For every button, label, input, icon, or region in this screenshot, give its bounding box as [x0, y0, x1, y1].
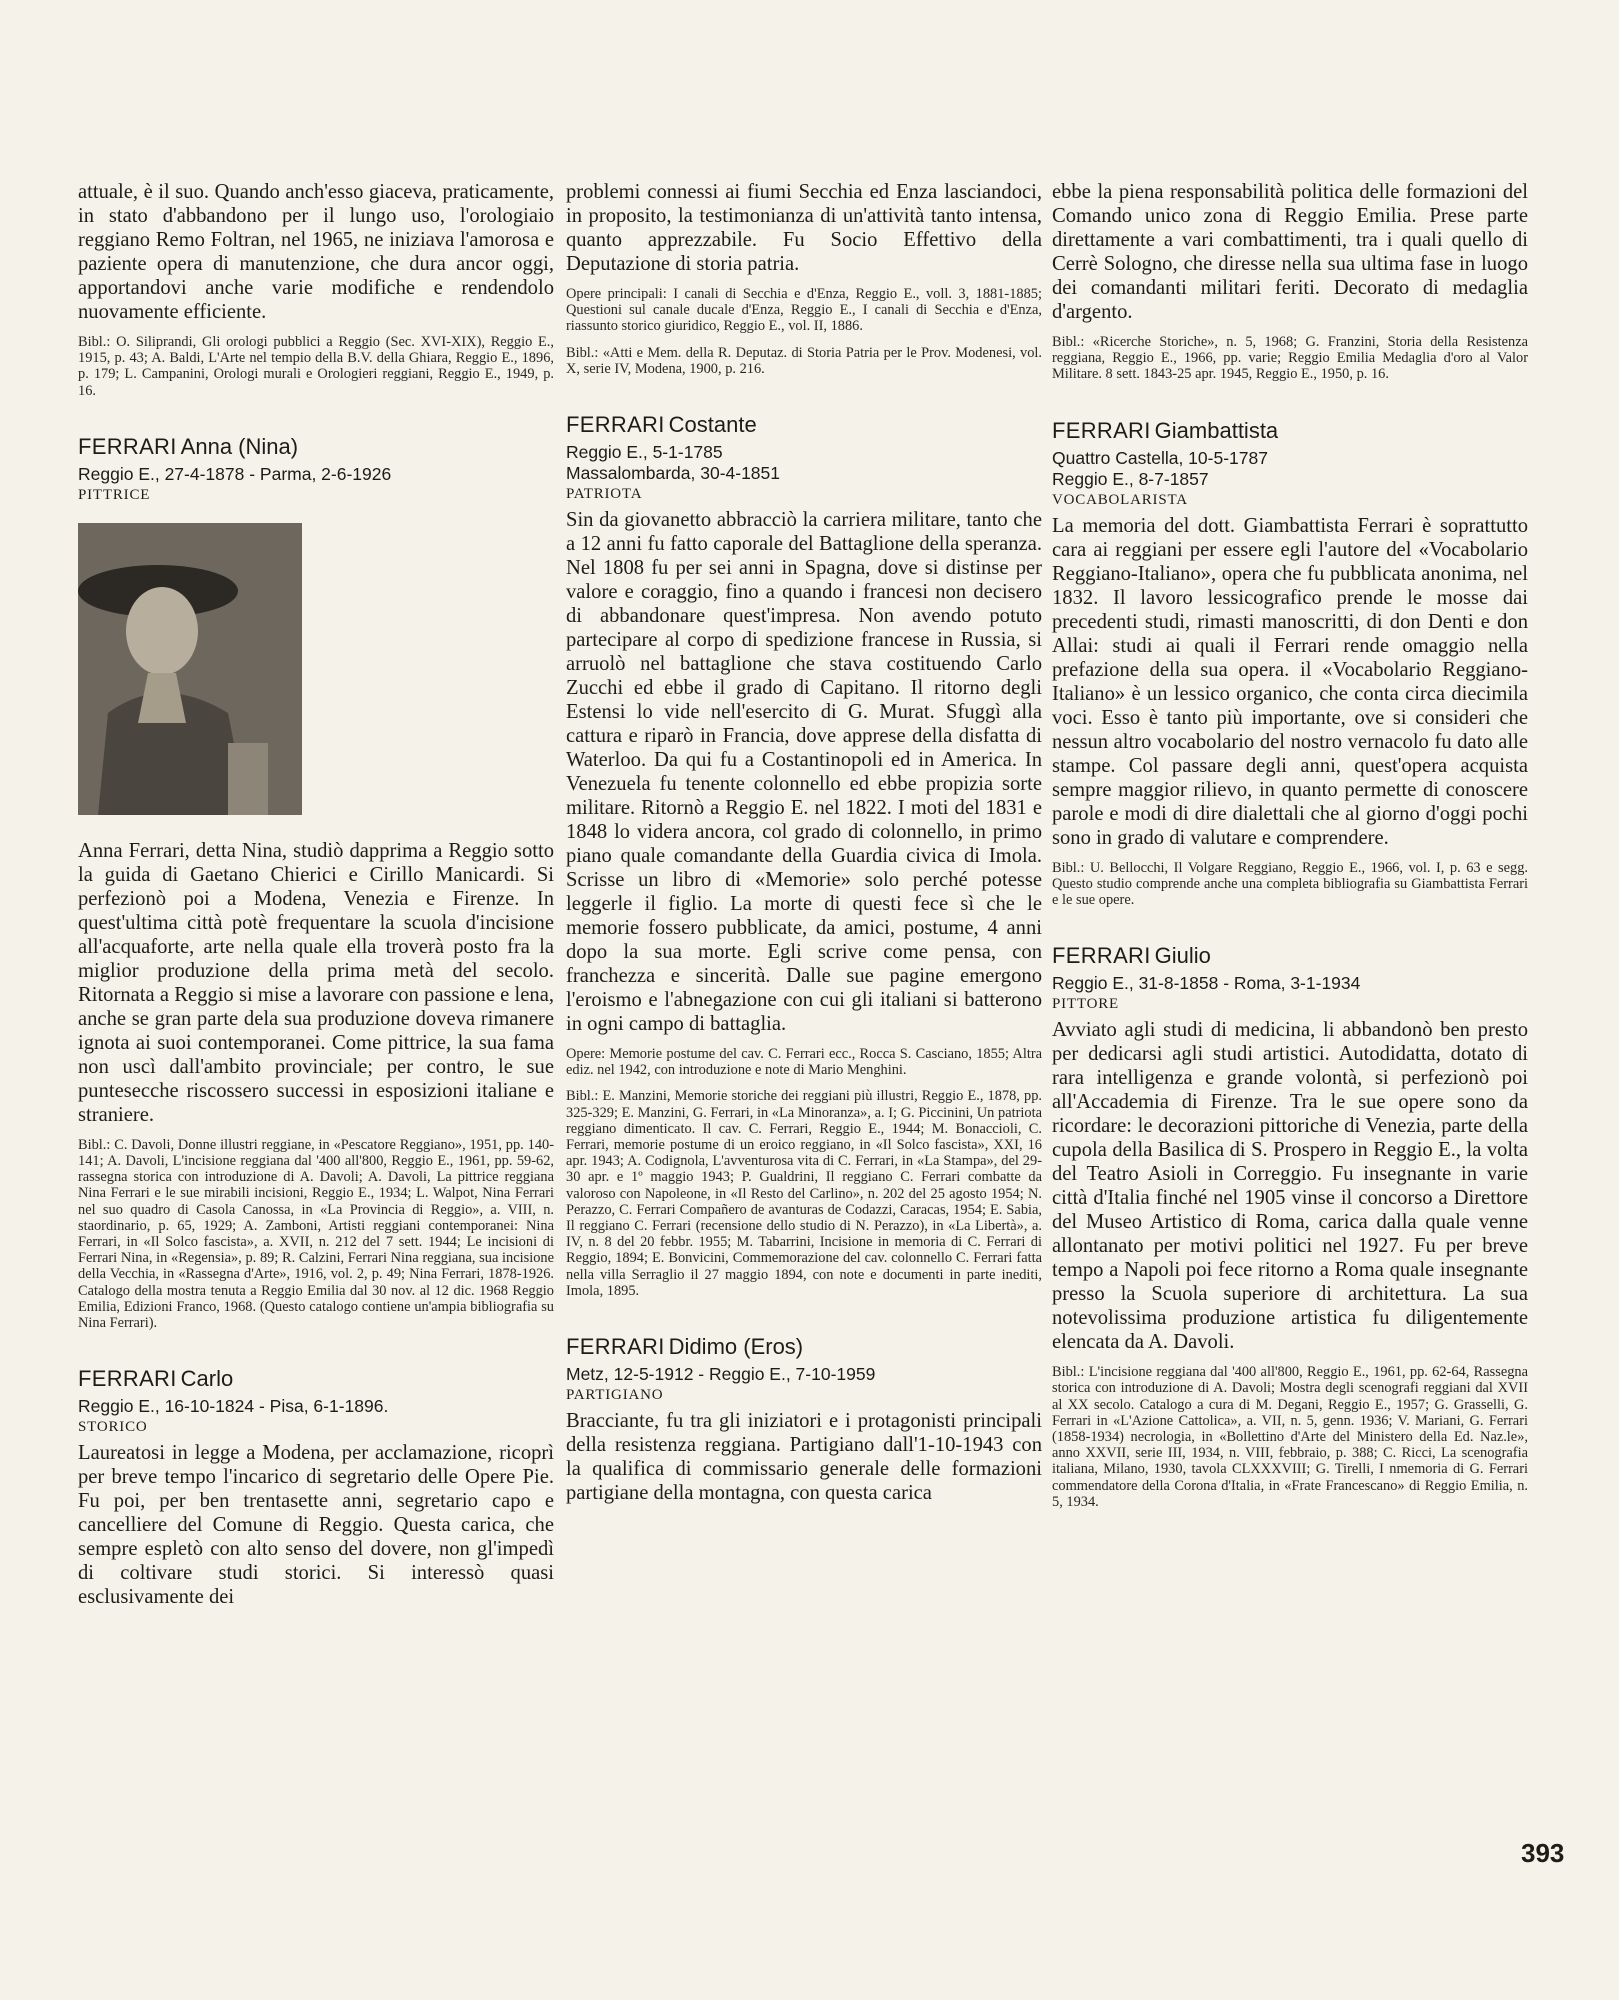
continued-text: ebbe la piena responsabilità politica delle formazioni del Comando unico zona di Reggio Emilia. Prese parte direttamente a vari combattimenti, tra i quali quello di Cerrè Sologno, che diresse nella sua ultima fase in luogo dei comandanti militari feriti. Decorato di medaglia d'argento.	[1052, 181, 1528, 323]
bibliography: Bibl.: «Atti e Mem. della R. Deputaz. di Storia Patria per le Prov. Modenesi, vol. X, serie IV, Modena, 1900, p. 216.	[566, 344, 1042, 377]
bibliography: Bibl.: U. Bellocchi, Il Volgare Reggiano, Reggio E., 1966, vol. I, p. 63 e segg. Questo studio comprende anche una completa bibliografia su Giambattista Ferrari e le sue opere.	[1052, 859, 1528, 909]
entry-text: Sin da giovanetto abbracciò la carriera militare, tanto che a 12 anni fu fatto caporale del Battaglione della speranza. Nel 1808 fu per sei anni in Spagna, dove si distinse per valore e coraggio, fino a quando i francesi non decisero di abbandonare quest'impresa. Non avendo potuto partecipare al corpo di spedizione francese in Russia, si arruolò nel battaglione che stava costituendo Carlo Zucchi ed ebbe il grado di Capitano. Il ritorno degli Estensi lo vide nell'esercito di G. Murat. Sfuggì alla cattura e riparò in Francia, dove apprese della disfatta di Waterloo. Da qui fu a Costantinopoli ed in America. In Venezuela fu tenente colonnello ed ebbe propizia sorte militare. Ritornò a Reggio E. nel 1822. I moti del 1831 e 1848 lo videra ancora, col grado di colonnello, in primo piano quale comandante della Guardia civica di Imola. Scrisse un libro di «Memorie» solo perché potesse leggerle il figlio. La morte di questi fece sì che le memorie fossero pubblicate, da amici, postume, 4 anni dopo la sua morte. Egli scrive come pensa, con franchezza e sincerità. Dalle sue pagine emergono l'eroismo e l'abnegazione con cui gli italiani si batterono in ogni campo di battaglia.	[566, 509, 1042, 1036]
entry-surname: FERRARI	[1052, 943, 1151, 969]
bibliography: Bibl.: C. Davoli, Donne illustri reggiane, in «Pescatore Reggiano», 1951, pp. 140-141; A. Davoli, L'incisione reggiana dal '400 all'800, Reggio E., 1961, pp. 59-62, rassegna storica con introduzione di A. Davoli; A. Davoli, La pittrice reggiana Nina Ferrari e le sue mirabili incisioni, Reggio E., 1934; L. Walpot, Nina Ferrari nel suo quadro di Casola Canossa, in «La Provincia di Reggio», a. VIII, n. staordinario, p. 65, 1929; A. Zamboni, Artisti reggiani contemporanei: Nina Ferrari, in «Il Solco fascista», a. XVII, n. 212 del 7 sett. 1944; Le incisioni di Ferrari Nina, in «Regensia», p. 89; R. Calzini, Ferrari Nina reggiana, sua incisione della Vecchia, in «Rassegna d'Arte», 1916, vol. 2, p. 49; Nina Ferrari, 1878-1926. Catalogo della mostra tenuta a Reggio Emilia dal 30 nov. al 12 dic. 1968 Reggio Emilia, Edizioni Franco, 1968. (Questo catalogo contiene un'ampia bibliografia su Nina Ferrari).	[78, 1136, 554, 1332]
continued-text: problemi connessi ai fiumi Secchia ed Enza lasciandoci, in proposito, la testimonianza di un'attività tanto intensa, quanto apprezzabile. Fu Socio Effettivo della Deputazione di storia patria.	[566, 181, 1042, 275]
bibliography: Bibl.: «Ricerche Storiche», n. 5, 1968; G. Franzini, Storia della Resistenza reggiana, Reggio E., 1966, pp. varie; Reggio Emilia Medaglia d'oro al Valor Militare. 8 sett. 1843-25 apr. 1945, Reggio E., 1950, p. 16.	[1052, 334, 1528, 383]
entry-dates-birth: Quattro Castella, 10-5-1787	[1052, 447, 1268, 468]
entry-dates: Reggio E., 27-4-1878 - Parma, 2-6-1926	[78, 463, 392, 484]
entry-ferrari-didimo	[566, 1333, 1042, 1505]
entry-title	[78, 433, 554, 464]
entry-role: STORICO	[78, 1419, 148, 1436]
entry-title	[566, 411, 1042, 442]
entry-surname: FERRARI	[566, 1334, 665, 1360]
entry-text: La memoria del dott. Giambattista Ferrari è soprattutto cara ai reggiani per essere egli l'autore del «Vocabolario Reggiano-Italiano», opera che fu pubblicata anonima, nel 1832. Il lavoro lessicografico prende le mosse dai precedenti studi, rimasti manoscritti, di don Denti e don Allai: studi ai quali il Ferrari rende omaggio nella prefazione della sua opera. il «Vocabolario Reggiano-Italiano» è un lessico organico, che conta circa diecimila voci. Esso è tanto più importante, ove si consideri che nessun altro vocabolario del nostro vernacolo fu dato alle stampe. Col passare degli anni, quest'opera acquista sempre maggior rilievo, in quanto permette di conoscere parole e modi di dire dialettali che al giorno d'oggi pochi sono in grado di valutare e comprendere.	[1052, 514, 1528, 849]
bibliography: Bibl.: E. Manzini, Memorie storiche dei reggiani più illustri, Reggio E., 1878, pp. 325-329; E. Manzini, G. Ferrari, in «La Minoranza», a. I; G. Piccinini, Un patriota reggiano dimenticato. Il cav. C. Ferrari, Reggio E., 1944; M. Bonaccioli, C. Ferrari, memorie postume di un eroico reggiano, in «Il Solco fascista», XXI, 16 apr. 1943; A. Codignola, L'avventurosa vita di C. Ferrari, in «La Stampa», del 29-30 apr. e 1º maggio 1943; P. Gualdrini, Il reggiano C. Ferrari combatte da valoroso con Napoleone, in «Il Resto del Carlino», n. 202 del 25 agosto 1954; N. Perazzo, C. Ferrari Compañero de avanturas de Codazzi, Caracas, 1954; E. Sabia, Il reggiano C. Ferrari (recensione dello studio di N. Perazzo), in «La Libertà», a. IV, n. 8 del 20 febbr. 1955; M. Tabarrini, Incisione in memoria di C. Ferrari di Reggio, 1894; E. Bonvicini, Commemorazione del cav. colonnello C. Ferrari fatta nella villa Serraglio il 27 maggio 1894, con note e documenti in parte inediti, Imola, 1895.	[566, 1088, 1042, 1299]
entry-dates: Reggio E., 31-8-1858 - Roma, 3-1-1934	[1052, 973, 1361, 994]
entry-role: PARTIGIANO	[566, 1387, 664, 1404]
page-number: 393	[1521, 1838, 1565, 1868]
entry-given-name: Costante	[668, 412, 757, 438]
entry-title	[566, 1333, 1042, 1364]
entry-given-name: Giulio	[1154, 943, 1211, 969]
entry-surname: FERRARI	[566, 412, 665, 438]
entry-given-name: Carlo	[180, 1366, 234, 1392]
entry-text: Laureatosi in legge a Modena, per acclamazione, ricoprì per breve tempo l'incarico di segretario delle Opere Pie. Fu poi, per ben trentasette anni, segretario capo e cancelliere del Comune di Reggio. Questa carica, che sempre espletò con alto senso del dovere, non gl'impedì di coltivare studi storici. Si interessò quasi esclusivamente dei	[78, 1442, 554, 1609]
entry-text: Anna Ferrari, detta Nina, studiò dapprima a Reggio sotto la guida di Gaetano Chierici e Cirillo Manicardi. Si perfezionò poi a Modena, Venezia e Firenze. In quest'ultima città potè frequentare la scuola d'incisione all'acquaforte, arte nella quale ella troverà posto fra la miglior produzione della prima metà del secolo. Ritornata a Reggio si mise a lavorare con passione e lena, anche se gran parte dela sua produzione doveva rimanere ignota ai suoi contemporanei. Come pittrice, la sua fama non uscì dall'ambito provinciale; per contro, le sue puntesecche riscossero successi in esposizioni italiane e straniere.	[78, 839, 554, 1126]
entry-ferrari-giulio	[1052, 942, 1528, 1510]
entry-ferrari-carlo	[78, 1365, 554, 1609]
portrait-figure	[78, 523, 302, 815]
entry-dates: Reggio E., 16-10-1824 - Pisa, 6-1-1896.	[78, 1396, 389, 1417]
works-list: Opere principali: I canali di Secchia e d'Enza, Reggio E., voll. 3, 1881-1885; Questioni sul canale ducale d'Enza, Reggio E., I canali di Secchia e d'Enza, riassunto storico giuridico, Reggio E., vol. II, 1886.	[566, 286, 1042, 335]
entry-surname: FERRARI	[1052, 417, 1151, 443]
column-1	[78, 180, 554, 1609]
entry-given-name: Giambattista	[1154, 417, 1279, 443]
entry-given-name: Didimo (Eros)	[668, 1334, 804, 1360]
entry-text: Avviato agli studi di medicina, li abbandonò ben presto per dedicarsi agli studi artistici. Autodidatta, dotato di rara intelligenza e grande volontà, si perfezionò poi all'Accademia di Firenze. Tra le sue opere sono da ricordare: le decorazioni pittoriche di Venezia, parte della cupola della Basilica di S. Prospero in Reggio E., la volta del Teatro Asioli in Correggio. Fu insegnante in varie città d'Italia finché nel 1905 vinse il concorso a Direttore del Museo Artistico di Roma, carica dalla quale venne allontanato per motivi politici nel 1927. Fu per breve tempo a Napoli poi fece ritorno a Roma quale insegnante presso la Scuola superiore di architettura. La sua notevolissima produzione artistica fu diligentemente elencata da A. Davoli.	[1052, 1019, 1528, 1354]
entry-role: PITTORE	[1052, 996, 1119, 1013]
works-list: Opere: Memorie postume del cav. C. Ferrari ecc., Rocca S. Casciano, 1855; Altra ediz. nel 1942, con introduzione e note di Mario Menghini.	[566, 1046, 1042, 1079]
entry-title	[78, 1365, 554, 1396]
continued-text: attuale, è il suo. Quando anch'esso giaceva, praticamente, in stato d'abbandono per il lungo uso, l'orologiaio reggiano Remo Foltran, nel 1965, ne iniziava l'amorosa e paziente opera di manutenzione, che dura ancor oggi, apportandovi anche varie modifiche e rendendolo nuovamente efficiente.	[78, 181, 554, 323]
entry-dates-death: Massalombarda, 30-4-1851	[566, 463, 781, 484]
entry-role: VOCABOLARISTA	[1052, 491, 1188, 508]
entry-ferrari-costante	[566, 411, 1042, 1299]
column-3	[1052, 180, 1528, 1510]
entry-title	[1052, 942, 1528, 973]
portrait-photo	[78, 523, 302, 815]
entry-surname: FERRARI	[78, 433, 177, 459]
bibliography: Bibl.: L'incisione reggiana dal '400 all'800, Reggio E., 1961, pp. 62-64, Rassegna storica con introduzione di A. Davoli; Mostra degli scenografi reggiani dal XVII al XX secolo. Catalogo a cura di M. Degani, Reggio E., 1957; G. Grasselli, G. Ferrari in «L'Azione Cattolica», a. VII, n. 5, genn. 1936; V. Mariani, G. Ferrari (1858-1934) necrologia, in «Bollettino d'Arte del Ministero della Ed. Naz.le», anno XXVII, serie III, 1934, n. VIII, febbraio, p. 388; C. Ricci, La scenografia italiana, Milano, 1930, tavola CLXXXVIII; G. Tirelli, I nmemoria di G. Ferrari commendatore della Corona d'Italia, in «Frate Francescano» di Reggio Emilia, n. 5, 1934.	[1052, 1364, 1528, 1510]
bibliography: Bibl.: O. Siliprandi, Gli orologi pubblici a Reggio (Sec. XVI-XIX), Reggio E., 1915, p. 43; A. Baldi, L'Arte nel tempio della B.V. della Ghiara, Reggio E., 1896, p. 179; L. Campanini, Orologi murali e Orologieri reggiani, Reggio E., 1949, p. 16.	[78, 334, 554, 399]
entry-title	[1052, 417, 1528, 448]
entry-ferrari-anna	[78, 433, 554, 1331]
entry-role: PATRIOTA	[566, 486, 643, 503]
entry-dates-death: Reggio E., 8-7-1857	[1052, 468, 1209, 489]
entry-ferrari-giambattista	[1052, 417, 1528, 909]
entry-text: Bracciante, fu tra gli iniziatori e i protagonisti principali della resistenza reggiana. Partigiano dall'1-10-1943 con la qualifica di commissario generale delle formazioni partigiane della montagna, con questa carica	[566, 1410, 1042, 1505]
entry-given-name: Anna (Nina)	[180, 433, 299, 459]
entry-role: PITTRICE	[78, 486, 151, 503]
entry-surname: FERRARI	[78, 1366, 177, 1392]
entry-dates-birth: Reggio E., 5-1-1785	[566, 442, 723, 463]
entry-dates: Metz, 12-5-1912 - Reggio E., 7-10-1959	[566, 1364, 876, 1385]
column-2	[566, 180, 1042, 1505]
